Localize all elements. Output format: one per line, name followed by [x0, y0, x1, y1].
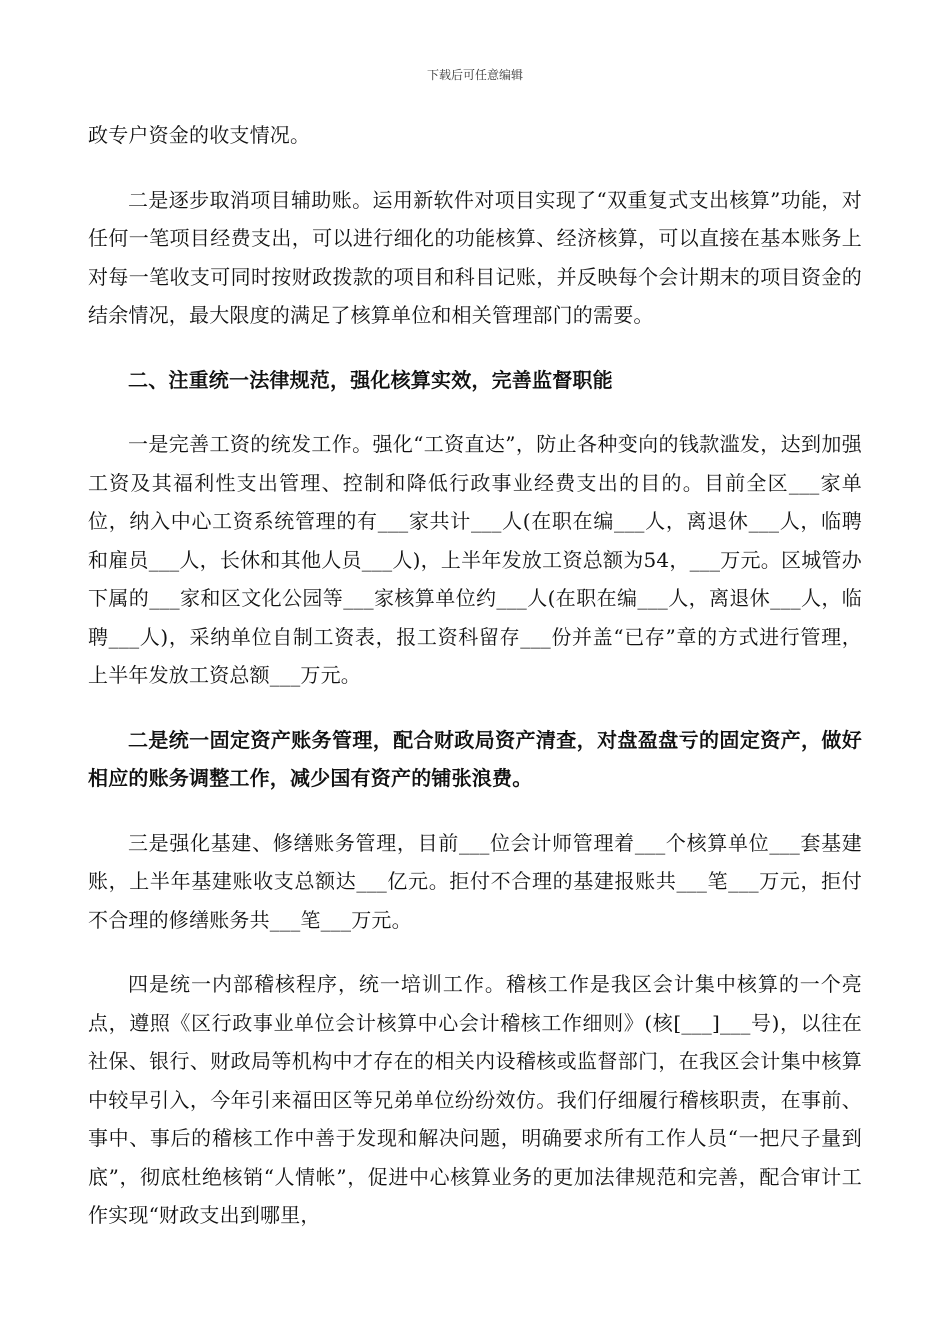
- paragraph-capital-construction: 三是强化基建、修缮账务管理，目前___位会计师管理着___个核算单位___套基建账，上半年基建账收支总额达___亿元。拒付不合理的基建报账共___笔___万元，拒付不合理的修缮账务共___笔___万元。: [88, 830, 862, 932]
- page-header-note: 下载后可任意编辑: [426, 68, 523, 82]
- document-body: [88, 116, 862, 1235]
- paragraph-project-auxiliary-accounts: 二是逐步取消项目辅助账。运用新软件对项目实现了“双重复式支出核算”功能，对任何一笔项目经费支出，可以进行细化的功能核算、经济核算，可以直接在基本账务上对每一笔收支可同时按财政拨款的项目和科目记账，并反映每个会计期末的项目资金的结余情况，最大限度的满足了核算单位和相关管理部门的需要。: [88, 187, 862, 327]
- section-heading-2: 二、注重统一法律规范，强化核算实效，完善监督职能: [128, 367, 613, 392]
- paragraph-fixed-assets: 二是统一固定资产账务管理，配合财政局资产清查，对盘盈盘亏的固定资产，做好相应的账务调整工作，减少国有资产的铺张浪费。: [88, 727, 862, 790]
- paragraph-continuation: 政专户资金的收支情况。: [88, 123, 311, 147]
- paragraph-internal-audit: 四是统一内部稽核程序，统一培训工作。稽核工作是我区会计集中核算的一个亮点，遵照《区行政事业单位会计核算中心会计稽核工作细则》(核[___]___号)，以往在社保、银行、财政局等机构中才存在的相关内设稽核或监督部门，在我区会计集中核算中较早引入，今年引来福田区等兄弟单位纷纷效仿。我们仔细履行稽核职责，在事前、事中、事后的稽核工作中善于发现和解决问题，明确要求所有工作人员“一把尺子量到底”，彻底杜绝核销“人情帐”，促进中心核算业务的更加法律规范和完善，配合审计工作实现“财政支出到哪里，: [88, 972, 862, 1227]
- paragraph-salary-distribution: 一是完善工资的统发工作。强化“工资直达”，防止各种变向的钱款滥发，达到加强工资及其福利性支出管理、控制和降低行政事业经费支出的目的。目前全区___家单位，纳入中心工资系统管理的有___家共计___人(在职在编___人，离退休___人，临聘和雇员___人，长休和其他人员___人)，上半年发放工资总额为54，___万元。区城管办下属的___家和区文化公园等___家核算单位约___人(在职在编___人，离退休___人，临聘___人)，采纳单位自制工资表，报工资科留存___份并盖“已存”章的方式进行管理，上半年发放工资总额___万元。: [88, 432, 862, 687]
